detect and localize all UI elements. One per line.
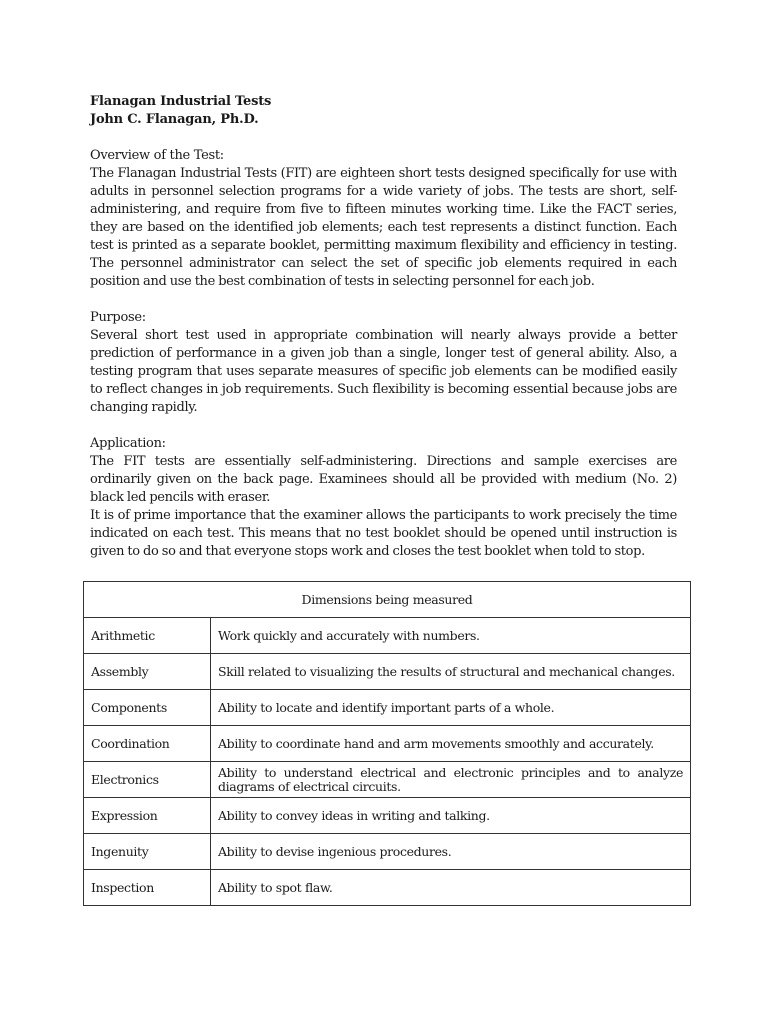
table-row: [84, 654, 691, 690]
document-body: [90, 93, 677, 561]
dimension-name: Arithmetic: [84, 618, 211, 654]
section-heading-purpose: Purpose:: [90, 310, 146, 325]
dimension-name: Coordination: [84, 726, 211, 762]
dimension-name: Ingenuity: [84, 834, 211, 870]
table-header: Dimensions being measured: [84, 582, 691, 618]
dimension-name: Assembly: [84, 654, 211, 690]
table-row: [84, 798, 691, 834]
paragraph-purpose: Several short test used in appropriate combination will nearly always provide a better prediction of performance in a given job than a single, longer test of general ability. Also, a testing program that uses separate measures of specific job elements can be modified easily to reflect changes in job requirements. Such flexibility is becoming essential because jobs are changing rapidly.: [90, 328, 677, 415]
table-header-row: [84, 582, 691, 618]
dimension-description: Work quickly and accurately with numbers.: [211, 618, 691, 654]
dimension-description: Ability to spot flaw.: [211, 870, 691, 906]
paragraph-application-1: The FIT tests are essentially self-administering. Directions and sample exercises are ordinarily given on the back page. Examinees should all be provided with medium (No. 2) black led pencils with eraser.: [90, 454, 677, 505]
dimension-name: Expression: [84, 798, 211, 834]
dimension-description: Ability to devise ingenious procedures.: [211, 834, 691, 870]
document-author: John C. Flanagan, Ph.D.: [90, 112, 259, 127]
section-heading-application: Application:: [90, 436, 166, 451]
dimension-name: Components: [84, 690, 211, 726]
dimension-description: Ability to convey ideas in writing and talking.: [211, 798, 691, 834]
dimension-description: Ability to locate and identify important parts of a whole.: [211, 690, 691, 726]
table-row: [84, 834, 691, 870]
dimension-description: Ability to coordinate hand and arm movements smoothly and accurately.: [211, 726, 691, 762]
table-row: [84, 690, 691, 726]
dimension-name: Electronics: [84, 762, 211, 798]
section-heading-overview: Overview of the Test:: [90, 148, 224, 163]
dimension-description: Skill related to visualizing the results of structural and mechanical changes.: [211, 654, 691, 690]
table-row: [84, 870, 691, 906]
paragraph-application-2: It is of prime importance that the examiner allows the participants to work precisely the time indicated on each test. This means that no test booklet should be opened until instruction is given to do so and that everyone stops work and closes the test booklet when told to stop.: [90, 508, 677, 559]
paragraph-overview: The Flanagan Industrial Tests (FIT) are eighteen short tests designed specifically for use with adults in personnel selection programs for a wide variety of jobs. The tests are short, self-administering, and require from five to fifteen minutes working time. Like the FACT series, they are based on the identified job elements; each test represents a distinct function. Each test is printed as a separate booklet, permitting maximum flexibility and efficiency in testing. The personnel administrator can select the set of specific job elements required in each position and use the best combination of tests in selecting personnel for each job.: [90, 166, 677, 289]
table-row: [84, 618, 691, 654]
dimensions-table-container: [83, 581, 691, 906]
table-row: [84, 762, 691, 798]
dimension-description: Ability to understand electrical and electronic principles and to analyze diagrams of electrical circuits.: [211, 762, 691, 798]
document-title: Flanagan Industrial Tests: [90, 94, 272, 109]
dimensions-table: [83, 581, 691, 906]
table-row: [84, 726, 691, 762]
dimension-name: Inspection: [84, 870, 211, 906]
